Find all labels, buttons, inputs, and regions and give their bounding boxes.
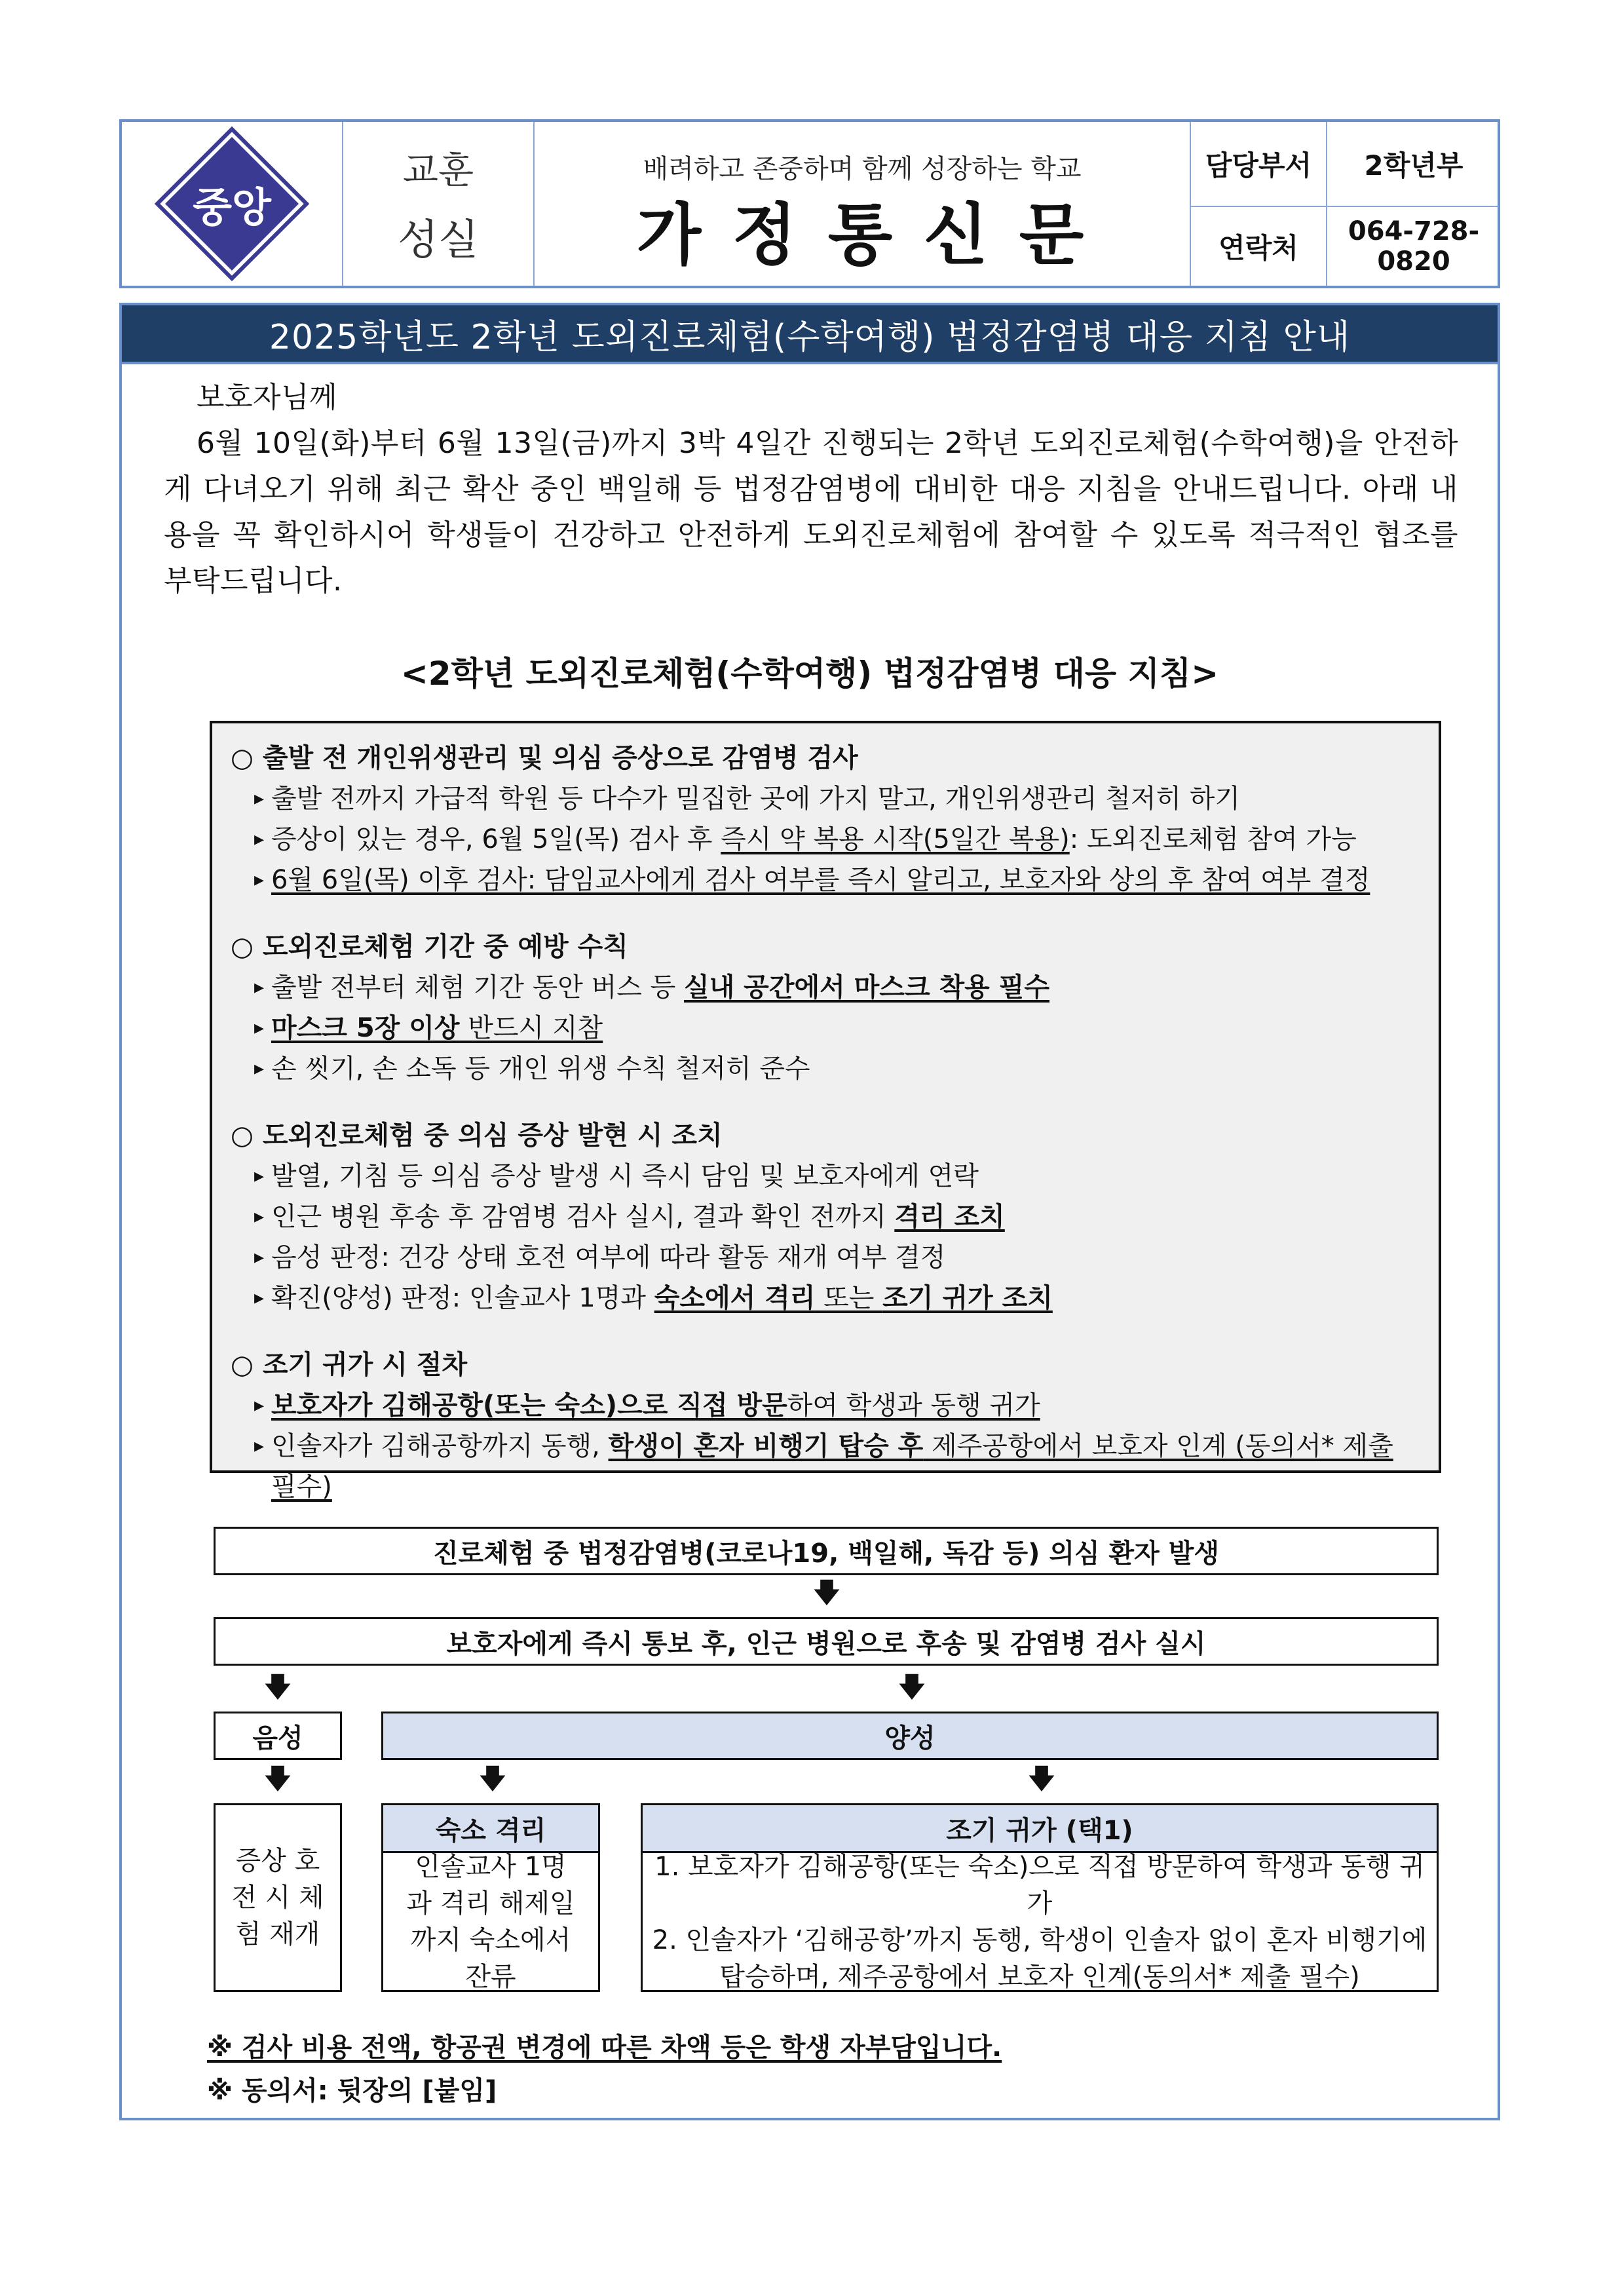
early-return-option-2-cont: 탑승하며, 제주공항에서 보호자 인계(동의서* 제출 필수) xyxy=(719,1961,1360,1992)
note-consent: ※ 동의서: 뒷장의 [붙임] xyxy=(207,2076,497,2106)
greeting: 보호자님께 xyxy=(197,381,338,414)
flow-early-return-body xyxy=(641,1851,1439,1992)
newsletter-title: 가 정 통 신 문 xyxy=(636,197,1088,275)
guide-title: <2학년 도외진로체험(수학여행) 법정감염병 대응 지침> xyxy=(400,655,1219,693)
school-slogan: 배려하고 존중하며 함께 성장하는 학교 xyxy=(643,153,1082,184)
flow-early-return-head: 조기 귀가 (택1) xyxy=(641,1803,1439,1853)
flow-isolation-body: 인솔교사 1명과 격리 해제일까지 숙소에서 잔류 xyxy=(381,1851,600,1992)
guidelines-box xyxy=(210,721,1441,1502)
section-head-symptoms: ○ 도외진로체험 중 의심 증상 발현 시 조치 xyxy=(231,1120,723,1151)
section-head-prevention: ○ 도외진로체험 기간 중 예방 수칙 xyxy=(231,932,628,962)
arrow-down-icon: 🡇 xyxy=(478,1763,507,1795)
motto-value: 성실 xyxy=(398,216,479,265)
list-item: ▸ 6월 6일(목) 이후 검사: 담임교사에게 검사 여부를 즉시 알리고, 보호자와 상의 후 참여 여부 결정 xyxy=(231,860,1420,900)
flow-negative: 음성 xyxy=(214,1712,342,1760)
section-head-before-departure: ○ 출발 전 개인위생관리 및 의심 증상으로 감염병 검사 xyxy=(231,743,858,773)
note-cost: ※ 검사 비용 전액, 항공권 변경에 따른 차액 등은 학생 자부담입니다. xyxy=(207,2033,1002,2063)
arrow-down-icon: 🡇 xyxy=(263,1763,292,1795)
flow-resume-activity: 증상 호전 시 체험 재개 xyxy=(214,1803,342,1992)
list-item: ▸ 음성 판정: 건강 상태 호전 여부에 따라 활동 재개 여부 결정 xyxy=(231,1237,1420,1278)
list-item: ▸ 확진(양성) 판정: 인솔교사 1명과 숙소에서 격리 또는 조기 귀가 조치 xyxy=(231,1278,1420,1318)
logo-text: 중앙 xyxy=(193,183,271,231)
arrow-down-icon: 🡇 xyxy=(263,1671,292,1703)
dept-label: 담당부서 xyxy=(1205,149,1312,182)
contact-value: 064-728-0820 xyxy=(1348,216,1480,277)
list-item: ▸ 출발 전부터 체험 기간 동안 버스 등 실내 공간에서 마스크 착용 필수 xyxy=(231,967,1420,1008)
motto-label: 교훈 xyxy=(402,149,474,192)
notice-title: 2025학년도 2학년 도외진로체험(수학여행) 법정감염병 대응 지침 안내 xyxy=(119,303,1500,364)
intro-paragraph: 6월 10일(화)부터 6월 13일(금)까지 3박 4일간 진행되는 2학년 도외진로체험(수학여행)을 안전하게 다녀오기 위해 최근 확산 중인 백일해 등 법정감염병에 대비한 대응 지침을 안내드립니다. 아래 내용을 꼭 확인하시어 학생들이 건강하고 안전하게 도외진로체험에 참여할 수 있도록 적극적인 협조를 부탁드립니다. xyxy=(164,427,1458,598)
list-item: ▸ 출발 전까지 가급적 학원 등 다수가 밀집한 곳에 가지 말고, 개인위생관리 철저히 하기 xyxy=(231,778,1420,819)
early-return-option-1: 1. 보호자가 김해공항(또는 숙소)으로 직접 방문하여 학생과 동행 귀가 xyxy=(654,1851,1425,1919)
list-item: ▸ 인근 병원 후송 후 감염병 검사 실시, 결과 확인 전까지 격리 조치 xyxy=(231,1196,1420,1237)
early-return-option-2: 2. 인솔자가 ‘김해공항’까지 동행, 학생이 인솔자 없이 혼자 비행기에 xyxy=(652,1924,1427,1955)
flow-positive: 양성 xyxy=(381,1712,1439,1760)
list-item: ▸ 인솔자가 김해공항까지 동행, 학생이 혼자 비행기 탑승 후 제주공항에서 보호자 인계 (동의서* 제출 필수) xyxy=(231,1426,1420,1507)
list-item: ▸ 마스크 5장 이상 반드시 지참 xyxy=(231,1008,1420,1048)
list-item: ▸ 보호자가 김해공항(또는 숙소)으로 직접 방문하여 학생과 동행 귀가 xyxy=(231,1385,1420,1426)
contact-label: 연락처 xyxy=(1218,232,1298,264)
list-item: ▸ 발열, 기침 등 의심 증상 발생 시 즉시 담임 및 보호자에게 연락 xyxy=(231,1156,1420,1196)
section-head-early-return: ○ 조기 귀가 시 절차 xyxy=(231,1350,468,1380)
list-item: ▸ 손 씻기, 손 소독 등 개인 위생 수칙 철저히 준수 xyxy=(231,1048,1420,1089)
list-item: ▸ 증상이 있는 경우, 6월 5일(목) 검사 후 즉시 약 복용 시작(5일간 복용): 도외진로체험 참여 가능 xyxy=(231,819,1420,860)
flow-step-notify-and-test: 보호자에게 즉시 통보 후, 인근 병원으로 후송 및 감염병 검사 실시 xyxy=(214,1617,1439,1666)
arrow-down-icon: 🡇 xyxy=(1027,1763,1056,1795)
flow-step-suspected-case: 진로체험 중 법정감염병(코로나19, 백일해, 독감 등) 의심 환자 발생 xyxy=(214,1527,1439,1575)
flow-isolation-head: 숙소 격리 xyxy=(381,1803,600,1853)
newsletter-header xyxy=(119,119,1500,288)
school-logo xyxy=(122,122,342,286)
arrow-down-icon: 🡇 xyxy=(812,1577,841,1609)
arrow-down-icon: 🡇 xyxy=(897,1671,926,1703)
dept-value: 2학년부 xyxy=(1364,149,1463,182)
